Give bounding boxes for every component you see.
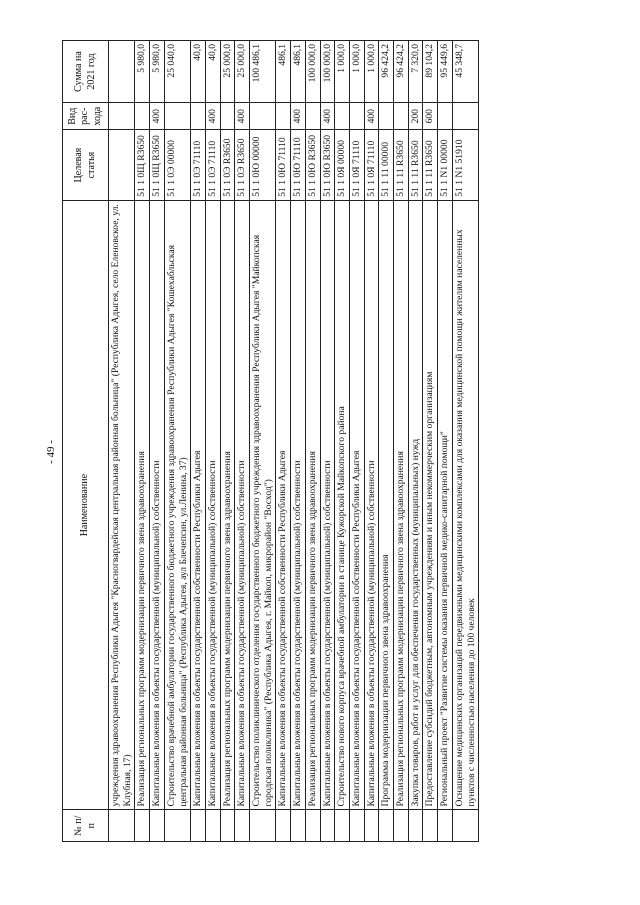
cell-name: Реализация региональных программ модернизации первичного звена здравоохранения: [394, 200, 409, 810]
cell-code: 51 1 0Щ R3650: [150, 130, 165, 200]
cell-code: 51 1 11 R3650: [423, 130, 438, 200]
table-row: [291, 41, 306, 842]
cell-name: учреждения здравоохранения Республики Адыгея "Красногвардейская центральная районная больница" (Республика Адыгея, село Еленовское, ул. Клубная, 17): [109, 200, 135, 810]
cell-sum: 25 000,0: [235, 41, 250, 103]
cell-name: Закупка товаров, работ и услуг для обеспечения государственных (муниципальных) нужд: [408, 200, 423, 810]
cell-expense: 400: [291, 103, 306, 130]
table-row: [349, 41, 364, 842]
cell-sum: 486,1: [291, 41, 306, 103]
cell-name: Капитальные вложения в объекты государственной собственности Республики Адыгея: [349, 200, 364, 810]
cell-name: Капитальные вложения в объекты государственной (муниципальной) собственности: [235, 200, 250, 810]
cell-num: [364, 810, 379, 842]
cell-sum: 25 000,0: [220, 41, 235, 103]
cell-expense: 600: [423, 103, 438, 130]
cell-code: 51 1 0Э 71110: [191, 130, 206, 200]
cell-code: 51 1 0Щ R3650: [135, 130, 150, 200]
cell-sum: 89 104,2: [423, 41, 438, 103]
cell-sum: 1 000,0: [364, 41, 379, 103]
cell-expense: [394, 103, 409, 130]
cell-code: 51 1 0Я 71110: [364, 130, 379, 200]
cell-code: 51 1 0Э 71110: [205, 130, 220, 200]
cell-num: [349, 810, 364, 842]
cell-num: [423, 810, 438, 842]
cell-expense: 400: [364, 103, 379, 130]
cell-name: Капитальные вложения в объекты государственной собственности Республики Адыгея: [276, 200, 291, 810]
cell-expense: 200: [408, 103, 423, 130]
cell-expense: [305, 103, 320, 130]
table-row: [276, 41, 291, 842]
cell-code: 51 1 11 R3650: [394, 130, 409, 200]
table-row: [109, 41, 135, 842]
table-row: [191, 41, 206, 842]
table-row: [379, 41, 394, 842]
cell-name: Оснащение медицинских организаций передвижными медицинскими комплексами для оказания медицинской помощи жителям населенных пунктов с численностью населения до 100 человек: [452, 200, 478, 810]
cell-num: [276, 810, 291, 842]
cell-code: 51 1 0Ю 71110: [291, 130, 306, 200]
table-row: [452, 41, 478, 842]
cell-name: Программа модернизации первичного звена здравоохранения: [379, 200, 394, 810]
cell-sum: 1 000,0: [335, 41, 350, 103]
cell-code: 51 1 0Э R3650: [235, 130, 250, 200]
cell-expense: [250, 103, 276, 130]
cell-expense: [438, 103, 453, 130]
cell-expense: [135, 103, 150, 130]
cell-code: 51 1 11 00000: [379, 130, 394, 200]
cell-code: 51 1 N1 51910: [452, 130, 478, 200]
table-row: [438, 41, 453, 842]
cell-expense: [452, 103, 478, 130]
cell-num: [235, 810, 250, 842]
cell-expense: [335, 103, 350, 130]
table-row: [408, 41, 423, 842]
cell-sum: 96 424,2: [379, 41, 394, 103]
table-row: [220, 41, 235, 842]
cell-num: [452, 810, 478, 842]
table-row: [150, 41, 165, 842]
cell-code: [109, 130, 135, 200]
cell-sum: 45 348,7: [452, 41, 478, 103]
cell-num: [408, 810, 423, 842]
table-body: [109, 41, 479, 842]
cell-name: Капитальные вложения в объекты государственной собственности Республики Адыгея: [191, 200, 206, 810]
cell-code: 51 1 0Я 00000: [335, 130, 350, 200]
cell-num: [109, 810, 135, 842]
cell-expense: [349, 103, 364, 130]
cell-name: Капитальные вложения в объекты государственной (муниципальной) собственности: [205, 200, 220, 810]
table-row: [320, 41, 335, 842]
cell-sum: 96 424,2: [394, 41, 409, 103]
cell-code: 51 1 0Ю R3650: [320, 130, 335, 200]
cell-name: Строительство врачебной амбулатории государственного бюджетного учреждения здравоохранения Республики Адыгея "Кошехабльская центральная районная больница" (Республика Адыгея, аул Блечепсин, ул.Ленина, 37): [164, 200, 190, 810]
cell-sum: 25 040,0: [164, 41, 190, 103]
table-row: [423, 41, 438, 842]
table-row: [135, 41, 150, 842]
cell-num: [335, 810, 350, 842]
cell-sum: 100 486,1: [250, 41, 276, 103]
cell-code: 51 1 11 R3650: [408, 130, 423, 200]
table-row: [305, 41, 320, 842]
cell-sum: 95 449,6: [438, 41, 453, 103]
cell-num: [205, 810, 220, 842]
cell-num: [250, 810, 276, 842]
cell-code: 51 1 0Ю 71110: [276, 130, 291, 200]
cell-sum: 5 980,0: [150, 41, 165, 103]
cell-name: Капитальные вложения в объекты государственной (муниципальной) собственности: [150, 200, 165, 810]
cell-expense: 400: [150, 103, 165, 130]
cell-expense: [109, 103, 135, 130]
cell-code: 51 1 0Я 71110: [349, 130, 364, 200]
cell-num: [320, 810, 335, 842]
cell-expense: [191, 103, 206, 130]
cell-sum: 100 000,0: [305, 41, 320, 103]
table-row: [335, 41, 350, 842]
table-row: [164, 41, 190, 842]
cell-num: [135, 810, 150, 842]
cell-sum: 40,0: [205, 41, 220, 103]
cell-expense: 400: [320, 103, 335, 130]
cell-expense: [164, 103, 190, 130]
cell-name: Предоставление субсидий бюджетным, автономным учреждениям и иным некоммерческим организациям: [423, 200, 438, 810]
cell-num: [305, 810, 320, 842]
table-header-row: [63, 41, 109, 842]
cell-sum: 100 000,0: [320, 41, 335, 103]
cell-name: Капитальные вложения в объекты государственной (муниципальной) собственности: [320, 200, 335, 810]
cell-name: Реализация региональных программ модернизации первичного звена здравоохранения: [135, 200, 150, 810]
cell-num: [191, 810, 206, 842]
table-row: [394, 41, 409, 842]
cell-sum: [109, 41, 135, 103]
cell-sum: 40,0: [191, 41, 206, 103]
table-row: [364, 41, 379, 842]
cell-code: 51 1 0Э R3650: [220, 130, 235, 200]
cell-name: Капитальные вложения в объекты государственной (муниципальной) собственности: [364, 200, 379, 810]
cell-code: 51 1 N1 00000: [438, 130, 453, 200]
cell-sum: 5 980,0: [135, 41, 150, 103]
header-code: Целевая статья: [63, 130, 109, 200]
header-num: № п/п: [63, 810, 109, 842]
header-name: Наименование: [63, 200, 109, 810]
cell-code: 51 1 0Ю 00000: [250, 130, 276, 200]
cell-expense: 400: [235, 103, 250, 130]
cell-sum: 7 320,0: [408, 41, 423, 103]
cell-name: Строительство нового корпуса врачебной амбулатории в станице Кужорской Майкопского района: [335, 200, 350, 810]
cell-num: [379, 810, 394, 842]
cell-name: Реализация региональных программ модернизации первичного звена здравоохранения: [305, 200, 320, 810]
header-sum: Сумма на 2021 год: [63, 41, 109, 103]
cell-name: Строительство поликлинического отделения государственного бюджетного учреждения здравоохранения Республики Адыгея "Майкопская городская поликлиника" (Республика Адыгея, г. Майкоп, микрорайон "Восход"): [250, 200, 276, 810]
cell-name: Реализация региональных программ модернизации первичного звена здравоохранения: [220, 200, 235, 810]
cell-code: 51 1 0Ю R3650: [305, 130, 320, 200]
cell-expense: [276, 103, 291, 130]
cell-expense: [220, 103, 235, 130]
cell-expense: 400: [205, 103, 220, 130]
cell-num: [150, 810, 165, 842]
table-row: [235, 41, 250, 842]
cell-num: [394, 810, 409, 842]
cell-name: Региональный проект "Развитие системы оказания первичной медико-санитарной помощи": [438, 200, 453, 810]
cell-num: [291, 810, 306, 842]
cell-name: Капитальные вложения в объекты государственной (муниципальной) собственности: [291, 200, 306, 810]
cell-num: [220, 810, 235, 842]
table-row: [205, 41, 220, 842]
cell-num: [164, 810, 190, 842]
cell-num: [438, 810, 453, 842]
header-expense: Вид рас-хода: [63, 103, 109, 130]
budget-table: [62, 40, 479, 842]
table-row: [250, 41, 276, 842]
cell-expense: [379, 103, 394, 130]
budget-table-page: [62, 40, 602, 842]
cell-sum: 486,1: [276, 41, 291, 103]
cell-code: 51 1 0Э 00000: [164, 130, 190, 200]
page-number: - 49 -: [45, 440, 58, 464]
cell-sum: 1 000,0: [349, 41, 364, 103]
